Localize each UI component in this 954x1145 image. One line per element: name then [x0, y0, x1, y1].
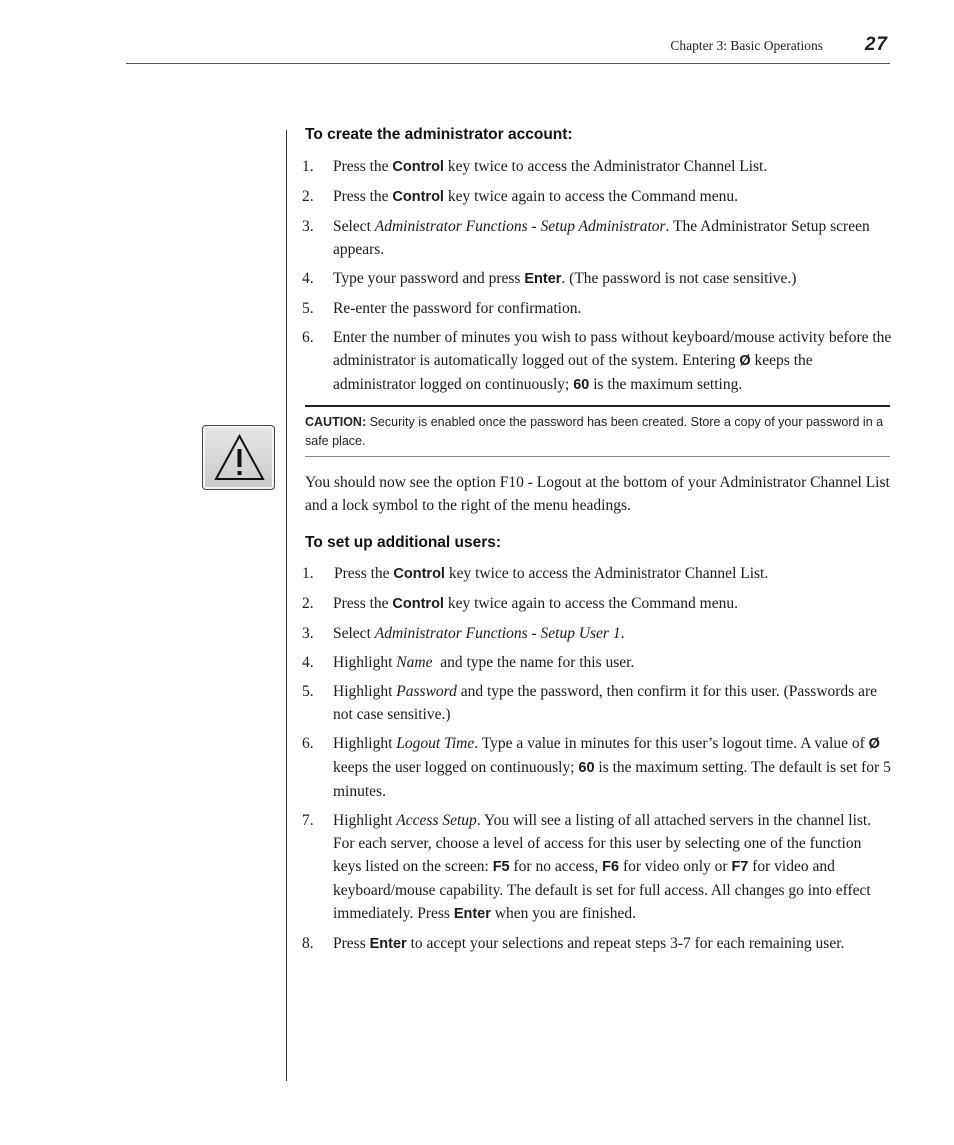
list-item: 7. Highlight Access Setup. You will see a listing of all attached servers in the channel list. For each server, choose a level of access for this user by selecting one of the function keys listed on the screen: F5 for no access, F6 for video only or F7 for video and keyboard/mouse capability. The default is set for full access. All changes go into effect immediately. Press Enter when you are finished. — [302, 812, 872, 922]
caution-label: CAUTION: — [305, 415, 367, 429]
list-item: 3. Select Administrator Functions - Setup Administrator. The Administrator Setup screen appears. — [302, 218, 870, 258]
caution-triangle-icon — [202, 425, 275, 490]
list-item: 2. Press the Control key twice again to access the Command menu. — [302, 188, 738, 205]
list-item: 1. Press the Control key twice to access the Administrator Channel List. — [302, 565, 769, 582]
list-item: 5. Re-enter the password for confirmation. — [302, 300, 582, 317]
header-rule — [126, 63, 890, 64]
body-paragraph: You should now see the option F10 - Logout at the bottom of your Administrator Channel List and a lock symbol to the right of the menu headings. — [305, 474, 890, 514]
page-number: 27 — [864, 34, 888, 55]
users-section-heading: To set up additional users: — [305, 534, 502, 551]
list-item: 3. Select Administrator Functions - Setup User 1. — [302, 625, 625, 642]
list-item: 4. Highlight Name and type the name for this user. — [302, 654, 635, 671]
margin-rule — [286, 130, 287, 1081]
caution-text: Security is enabled once the password has been created. Store a copy of your password in a safe place. — [305, 415, 884, 448]
list-item: 8. Press Enter to accept your selections and repeat steps 3-7 for each remaining user. — [302, 935, 845, 952]
users-steps-list — [302, 562, 892, 956]
running-header — [0, 36, 890, 56]
list-item: 4. Type your password and press Enter. (The password is not case sensitive.) — [302, 270, 797, 287]
admin-steps-list — [302, 155, 892, 397]
list-item: 1. Press the Control key twice to access the Administrator Channel List. — [302, 158, 768, 175]
list-item: 6. Highlight Logout Time. Type a value in minutes for this user’s logout time. A value of Ø keeps the user logged on continuously; 60 is the maximum setting. The default is set for 5 minutes. — [302, 735, 891, 800]
admin-section-heading: To create the administrator account: — [305, 126, 573, 143]
main-content — [302, 124, 892, 962]
list-item: 6. Enter the number of minutes you wish to pass without keyboard/mouse activity before the administrator is automatically logged out of the system. Entering Ø keeps the administrator logged on continuously; 60 is the maximum setting. — [302, 329, 892, 393]
chapter-title: Chapter 3: Basic Operations — [670, 38, 823, 53]
list-item: 2. Press the Control key twice again to access the Command menu. — [302, 595, 738, 612]
caution-note — [305, 405, 890, 457]
list-item: 5. Highlight Password and type the password, then confirm it for this user. (Passwords are not case sensitive.) — [302, 683, 878, 723]
